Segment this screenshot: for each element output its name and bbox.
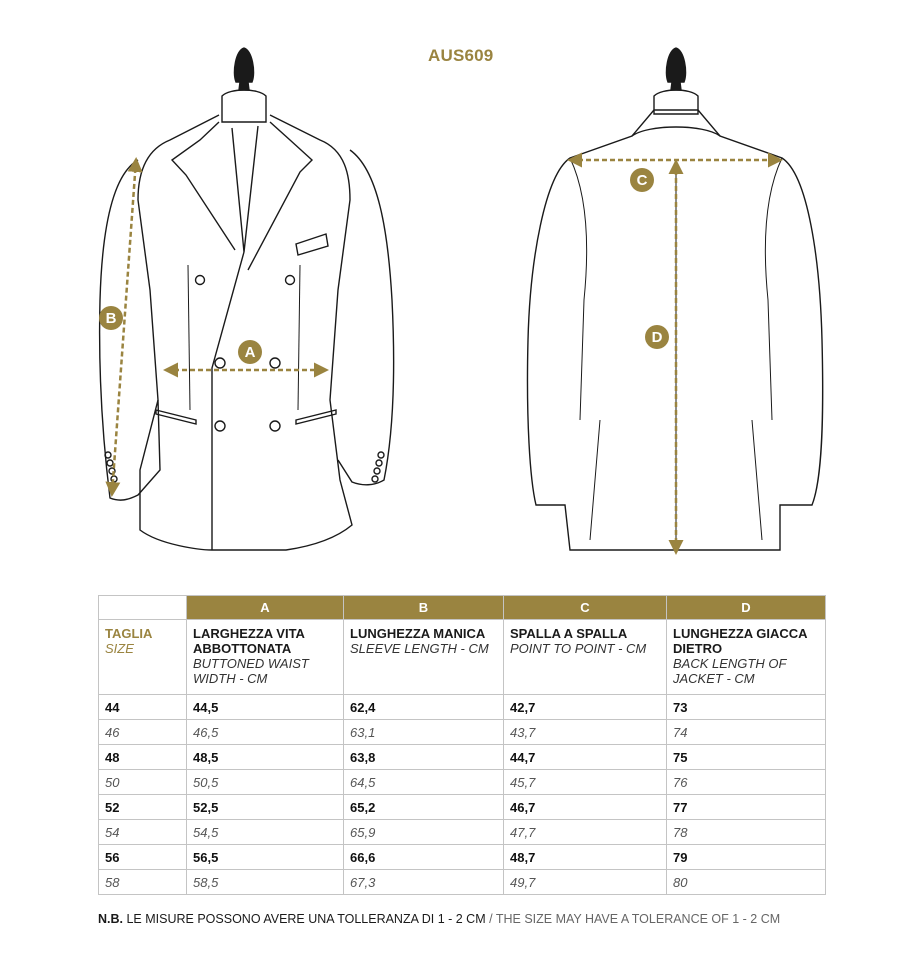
- value-a-cell: 52,5: [187, 795, 344, 820]
- table-row: [99, 695, 826, 720]
- header-a-cell: [187, 620, 344, 695]
- header-c-cell: [504, 620, 667, 695]
- footnote-separator: /: [489, 912, 493, 926]
- value-d-cell: 78: [667, 820, 826, 845]
- header-c-it: SPALLA A SPALLA: [510, 626, 628, 641]
- column-d-header: D: [667, 596, 826, 620]
- value-a-cell: 50,5: [187, 770, 344, 795]
- size-header-it: TAGLIA: [105, 626, 153, 641]
- size-cell: 52: [99, 795, 187, 820]
- size-cell: 58: [99, 870, 187, 895]
- header-b-it: LUNGHEZZA MANICA: [350, 626, 486, 641]
- size-header-en: SIZE: [105, 641, 134, 656]
- value-a-cell: 46,5: [187, 720, 344, 745]
- value-a-cell: 48,5: [187, 745, 344, 770]
- marker-c: [630, 168, 654, 192]
- header-a-it: LARGHEZZA VITA ABBOTTONATA: [193, 626, 305, 656]
- column-a-header: A: [187, 596, 344, 620]
- value-c-cell: 42,7: [504, 695, 667, 720]
- marker-d: [645, 325, 669, 349]
- footnote-en: THE SIZE MAY HAVE A TOLERANCE OF 1 - 2 CM: [495, 912, 781, 926]
- svg-text:C: C: [636, 172, 648, 189]
- model-code: AUS609: [428, 46, 494, 65]
- value-c-cell: 45,7: [504, 770, 667, 795]
- value-d-cell: 73: [667, 695, 826, 720]
- header-b-cell: [344, 620, 504, 695]
- size-table: [98, 595, 826, 895]
- value-c-cell: 49,7: [504, 870, 667, 895]
- footnote-nb: N.B.: [98, 912, 123, 926]
- table-row: [99, 720, 826, 745]
- header-d-en: BACK LENGTH OF JACKET - CM: [673, 656, 787, 686]
- value-d-cell: 75: [667, 745, 826, 770]
- value-b-cell: 66,6: [344, 845, 504, 870]
- marker-b: [99, 306, 123, 330]
- column-b-header: B: [344, 596, 504, 620]
- value-b-cell: 62,4: [344, 695, 504, 720]
- header-c-en: POINT TO POINT - CM: [510, 641, 647, 656]
- value-d-cell: 77: [667, 795, 826, 820]
- footnote-it: LE MISURE POSSONO AVERE UNA TOLLERANZA DI 1 - 2 CM: [126, 912, 486, 926]
- value-a-cell: 44,5: [187, 695, 344, 720]
- value-a-cell: 58,5: [187, 870, 344, 895]
- value-b-cell: 67,3: [344, 870, 504, 895]
- value-b-cell: 65,9: [344, 820, 504, 845]
- front-jacket: [100, 48, 394, 550]
- header-a-en: BUTTONED WAIST WIDTH - CM: [193, 656, 309, 686]
- table-row: [99, 845, 826, 870]
- value-d-cell: 76: [667, 770, 826, 795]
- table-row: [99, 870, 826, 895]
- marker-a: [238, 340, 262, 364]
- svg-text:D: D: [651, 329, 663, 346]
- measure-headers-row: [99, 620, 826, 695]
- value-c-cell: 47,7: [504, 820, 667, 845]
- header-d-it: LUNGHEZZA GIACCA DIETRO: [673, 626, 808, 656]
- value-a-cell: 54,5: [187, 820, 344, 845]
- table-row: [99, 770, 826, 795]
- table-row: [99, 745, 826, 770]
- size-cell: 46: [99, 720, 187, 745]
- column-c-header: C: [504, 596, 667, 620]
- size-header-cell: [99, 620, 187, 695]
- header-d-cell: [667, 620, 826, 695]
- svg-text:A: A: [244, 344, 256, 361]
- value-a-cell: 56,5: [187, 845, 344, 870]
- blank-cell: [99, 596, 187, 620]
- tolerance-footnote: [98, 912, 858, 926]
- mannequin-knob-front: [234, 48, 253, 82]
- value-d-cell: 79: [667, 845, 826, 870]
- size-cell: 56: [99, 845, 187, 870]
- value-b-cell: 64,5: [344, 770, 504, 795]
- value-c-cell: 46,7: [504, 795, 667, 820]
- header-b-en: SLEEVE LENGTH - CM: [350, 641, 489, 656]
- size-cell: 48: [99, 745, 187, 770]
- mannequin-knob-back: [666, 48, 685, 82]
- value-d-cell: 74: [667, 720, 826, 745]
- size-cell: 54: [99, 820, 187, 845]
- value-b-cell: 65,2: [344, 795, 504, 820]
- value-c-cell: 48,7: [504, 845, 667, 870]
- value-b-cell: 63,1: [344, 720, 504, 745]
- table-row: [99, 795, 826, 820]
- value-b-cell: 63,8: [344, 745, 504, 770]
- size-cell: 44: [99, 695, 187, 720]
- size-cell: 50: [99, 770, 187, 795]
- value-c-cell: 44,7: [504, 745, 667, 770]
- svg-text:B: B: [105, 310, 117, 327]
- column-letters-row: [99, 596, 826, 620]
- table-row: [99, 820, 826, 845]
- value-d-cell: 80: [667, 870, 826, 895]
- value-c-cell: 43,7: [504, 720, 667, 745]
